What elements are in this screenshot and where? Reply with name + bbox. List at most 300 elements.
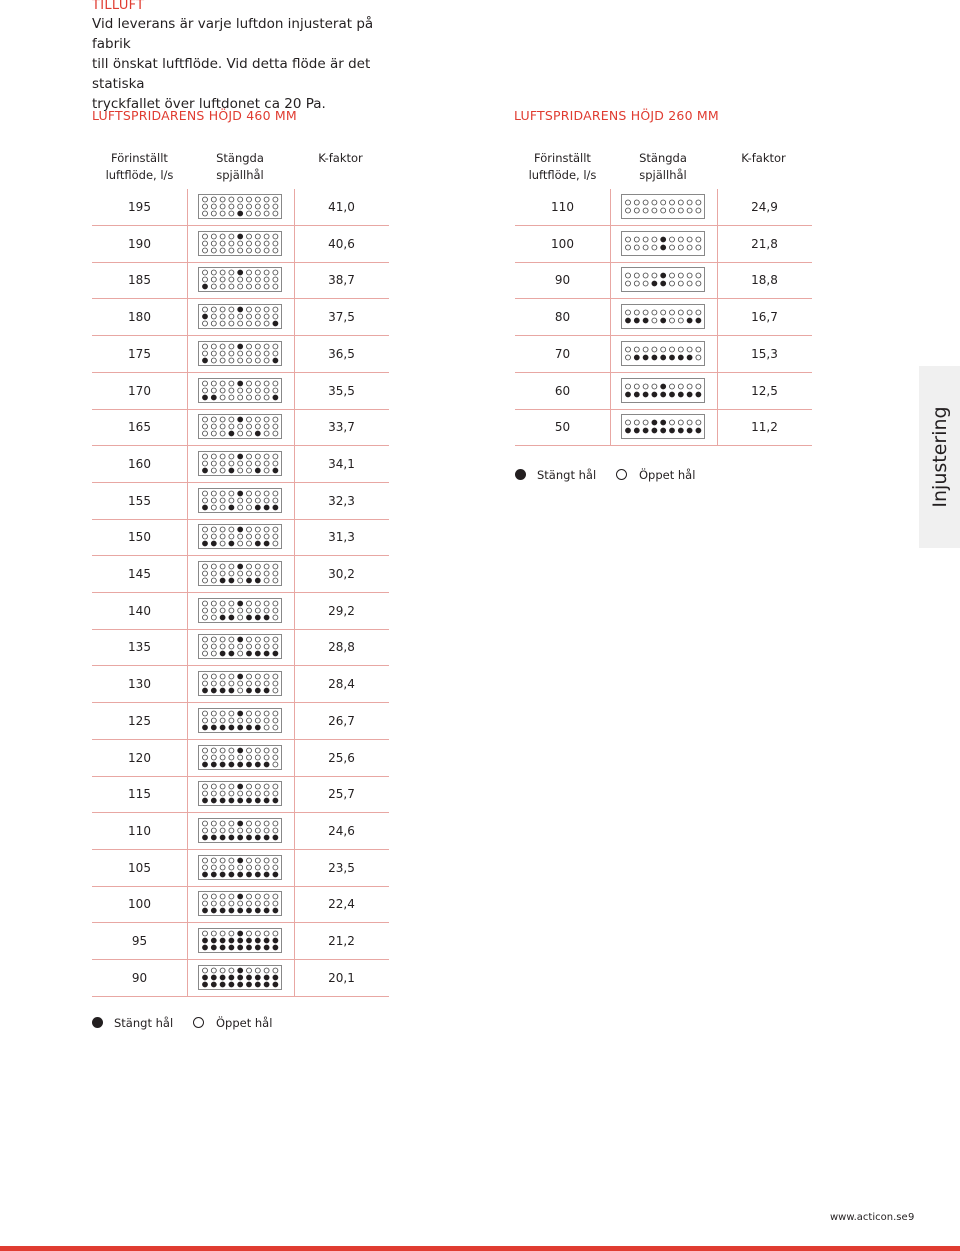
closed-hole — [238, 835, 243, 840]
closed-hole — [211, 688, 216, 693]
open-hole — [264, 388, 269, 393]
open-hole — [247, 468, 252, 473]
open-hole — [247, 314, 252, 319]
closed-hole — [229, 725, 234, 730]
open-hole — [238, 688, 243, 693]
open-hole — [255, 388, 260, 393]
closed-hole — [229, 762, 234, 767]
open-hole — [255, 564, 260, 569]
open-hole — [229, 388, 234, 393]
open-hole — [264, 491, 269, 496]
open-hole — [203, 791, 208, 796]
closed-hole — [255, 688, 260, 693]
closed-hole — [229, 938, 234, 943]
open-hole — [220, 468, 225, 473]
closed-hole — [211, 762, 216, 767]
open-hole — [264, 674, 269, 679]
open-hole — [220, 241, 225, 246]
closed-hole — [247, 975, 252, 980]
k-factor-value: 38,7 — [328, 273, 355, 288]
flow-value: 145 — [128, 567, 151, 581]
closed-hole — [238, 968, 243, 973]
open-hole — [273, 711, 278, 716]
open-hole — [211, 527, 216, 532]
open-hole — [211, 314, 216, 319]
open-hole — [203, 858, 208, 863]
open-hole — [229, 901, 234, 906]
open-hole — [670, 237, 675, 242]
open-hole — [220, 637, 225, 642]
open-hole — [220, 828, 225, 833]
open-hole — [247, 748, 252, 753]
closed-hole — [255, 431, 260, 436]
open-hole — [247, 968, 252, 973]
closed-hole — [247, 872, 252, 877]
open-hole — [247, 417, 252, 422]
open-hole — [211, 828, 216, 833]
table-row — [92, 189, 389, 226]
flow-value: 70 — [554, 346, 571, 361]
table-row — [92, 483, 389, 520]
open-hole — [229, 644, 234, 649]
open-hole — [626, 281, 631, 286]
open-hole — [211, 608, 216, 613]
k-factor-value: 16,7 — [751, 310, 778, 325]
open-hole — [220, 358, 225, 363]
damper-hole-pattern — [198, 781, 282, 806]
open-hole — [652, 347, 657, 352]
open-hole — [203, 681, 208, 686]
open-hole — [255, 204, 260, 209]
open-hole — [247, 674, 252, 679]
closed-hole — [255, 505, 260, 510]
damper-hole-pattern — [198, 671, 282, 696]
table-row — [515, 336, 812, 373]
open-hole — [247, 241, 252, 246]
closed-hole — [211, 872, 216, 877]
open-hole — [229, 358, 234, 363]
closed-hole — [661, 428, 666, 433]
closed-hole — [203, 505, 208, 510]
open-hole — [687, 384, 692, 389]
open-hole — [238, 608, 243, 613]
open-hole-icon — [193, 1017, 204, 1028]
closed-hole — [211, 908, 216, 913]
open-hole — [211, 505, 216, 510]
closed-hole — [203, 725, 208, 730]
flow-value: 135 — [128, 640, 151, 655]
open-hole — [238, 424, 243, 429]
damper-hole-pattern — [198, 855, 282, 880]
open-hole — [634, 273, 639, 278]
open-hole — [220, 564, 225, 569]
closed-hole — [652, 428, 657, 433]
flow-value: 160 — [128, 456, 151, 471]
open-hole — [211, 718, 216, 723]
open-hole — [652, 200, 657, 205]
open-hole — [247, 858, 252, 863]
closed-hole — [203, 982, 208, 987]
open-hole — [273, 968, 278, 973]
open-hole — [643, 245, 648, 250]
closed-hole — [238, 894, 243, 899]
closed-hole — [661, 237, 666, 242]
table-row — [92, 373, 389, 410]
k-factor-value: 32,3 — [328, 493, 355, 508]
closed-hole — [264, 975, 269, 980]
open-hole — [211, 424, 216, 429]
left-legend: Stängt hål Öppet hål — [92, 1017, 292, 1031]
open-hole — [247, 307, 252, 312]
open-hole — [238, 755, 243, 760]
damper-hole-pattern — [198, 341, 282, 366]
closed-hole — [203, 468, 208, 473]
open-hole — [255, 681, 260, 686]
open-hole — [238, 901, 243, 906]
open-hole — [211, 381, 216, 386]
right-header-closed: Stängda spjällhål — [639, 151, 687, 182]
open-hole — [220, 388, 225, 393]
open-hole — [211, 344, 216, 349]
closed-hole — [238, 527, 243, 532]
open-hole — [652, 318, 657, 323]
open-hole — [238, 351, 243, 356]
open-hole — [229, 894, 234, 899]
closed-hole — [247, 688, 252, 693]
open-hole — [220, 204, 225, 209]
open-hole — [678, 273, 683, 278]
open-hole — [220, 284, 225, 289]
damper-hole-pattern — [198, 451, 282, 476]
open-hole — [696, 347, 701, 352]
open-hole — [247, 491, 252, 496]
open-hole — [229, 601, 234, 606]
closed-hole — [255, 908, 260, 913]
open-hole — [247, 828, 252, 833]
k-factor-value: 37,5 — [328, 310, 355, 325]
open-hole — [670, 420, 675, 425]
closed-hole — [220, 908, 225, 913]
closed-hole — [238, 872, 243, 877]
closed-hole — [220, 938, 225, 943]
right-header-k: K-faktor — [741, 151, 786, 165]
open-hole — [229, 608, 234, 613]
open-hole — [203, 424, 208, 429]
closed-hole — [203, 358, 208, 363]
open-hole — [634, 347, 639, 352]
open-hole — [203, 417, 208, 422]
closed-hole — [255, 975, 260, 980]
open-hole — [264, 277, 269, 282]
closed-hole — [652, 355, 657, 360]
open-hole — [238, 321, 243, 326]
open-hole — [273, 674, 278, 679]
closed-hole — [211, 982, 216, 987]
open-hole — [264, 527, 269, 532]
open-hole — [273, 388, 278, 393]
open-hole — [220, 395, 225, 400]
open-hole — [678, 208, 683, 213]
damper-hole-pattern — [198, 818, 282, 843]
open-hole — [220, 968, 225, 973]
open-hole — [255, 351, 260, 356]
closed-hole — [238, 798, 243, 803]
open-hole — [247, 277, 252, 282]
open-hole — [634, 384, 639, 389]
open-hole — [626, 355, 631, 360]
open-hole — [696, 208, 701, 213]
closed-hole — [634, 355, 639, 360]
open-hole — [247, 865, 252, 870]
open-hole — [670, 318, 675, 323]
open-hole — [238, 791, 243, 796]
open-hole — [643, 200, 648, 205]
table-row — [92, 336, 389, 373]
closed-hole — [264, 945, 269, 950]
closed-hole — [687, 318, 692, 323]
closed-hole — [238, 748, 243, 753]
damper-hole-pattern — [198, 304, 282, 329]
open-hole — [211, 791, 216, 796]
open-hole — [634, 281, 639, 286]
closed-hole — [273, 982, 278, 987]
open-hole — [211, 674, 216, 679]
closed-hole — [247, 945, 252, 950]
closed-hole — [203, 762, 208, 767]
closed-hole — [247, 762, 252, 767]
closed-hole — [238, 762, 243, 767]
open-hole — [203, 211, 208, 216]
open-hole — [247, 270, 252, 275]
open-hole — [643, 281, 648, 286]
k-factor-value: 26,7 — [328, 713, 355, 728]
closed-hole — [247, 578, 252, 583]
open-hole — [229, 755, 234, 760]
page-number: 9 — [908, 1212, 915, 1223]
open-hole — [247, 284, 252, 289]
open-hole — [203, 865, 208, 870]
closed-hole — [264, 872, 269, 877]
open-hole — [220, 608, 225, 613]
open-hole — [652, 273, 657, 278]
open-hole — [229, 821, 234, 826]
closed-hole — [229, 798, 234, 803]
open-hole — [229, 395, 234, 400]
open-hole — [203, 651, 208, 656]
flow-value: 170 — [128, 383, 151, 398]
open-hole — [273, 491, 278, 496]
open-hole — [273, 270, 278, 275]
open-hole — [273, 534, 278, 539]
open-hole — [687, 237, 692, 242]
closed-hole — [273, 651, 278, 656]
k-factor-value: 31,3 — [328, 530, 355, 545]
open-hole — [229, 681, 234, 686]
open-hole — [255, 821, 260, 826]
open-hole — [211, 968, 216, 973]
closed-hole — [255, 651, 260, 656]
damper-hole-pattern — [198, 561, 282, 586]
open-hole — [255, 755, 260, 760]
open-hole — [247, 498, 252, 503]
open-hole — [203, 755, 208, 760]
open-hole — [203, 571, 208, 576]
open-hole — [255, 461, 260, 466]
open-hole — [264, 858, 269, 863]
closed-hole — [273, 468, 278, 473]
open-hole — [238, 534, 243, 539]
closed-hole — [661, 420, 666, 425]
k-factor-value: 21,2 — [328, 934, 355, 948]
closed-hole — [264, 615, 269, 620]
open-hole — [626, 384, 631, 389]
open-hole — [220, 901, 225, 906]
k-factor-value: 24,6 — [328, 823, 355, 838]
open-hole — [273, 454, 278, 459]
closed-hole — [247, 615, 252, 620]
flow-value: 120 — [128, 750, 151, 765]
open-hole — [273, 241, 278, 246]
table-row — [92, 629, 389, 666]
open-hole — [229, 968, 234, 973]
open-hole — [203, 248, 208, 253]
open-hole — [273, 211, 278, 216]
open-hole — [255, 894, 260, 899]
closed-hole — [229, 541, 234, 546]
closed-hole — [203, 908, 208, 913]
open-hole — [238, 578, 243, 583]
open-hole — [220, 307, 225, 312]
closed-hole — [661, 355, 666, 360]
open-hole — [211, 821, 216, 826]
open-hole — [211, 248, 216, 253]
open-hole — [229, 784, 234, 789]
open-hole — [687, 245, 692, 250]
k-factor-value: 22,4 — [328, 897, 355, 912]
closed-hole — [220, 615, 225, 620]
open-hole — [229, 321, 234, 326]
open-hole — [247, 755, 252, 760]
table-row — [92, 226, 389, 263]
closed-hole — [247, 835, 252, 840]
closed-hole — [203, 835, 208, 840]
open-hole — [273, 615, 278, 620]
open-hole — [255, 307, 260, 312]
closed-hole — [203, 798, 208, 803]
table-row — [92, 556, 389, 593]
damper-hole-pattern — [198, 634, 282, 659]
open-hole — [238, 197, 243, 202]
open-hole — [273, 234, 278, 239]
open-hole — [247, 431, 252, 436]
open-hole — [203, 344, 208, 349]
open-hole — [247, 791, 252, 796]
closed-hole — [264, 982, 269, 987]
open-hole — [203, 711, 208, 716]
open-hole — [255, 784, 260, 789]
closed-hole — [264, 651, 269, 656]
left-header-closed: Stängda spjällhål — [216, 151, 264, 182]
table-row — [92, 923, 389, 960]
k-factor-value: 21,8 — [751, 236, 778, 251]
open-hole — [273, 784, 278, 789]
open-hole — [255, 637, 260, 642]
table-row — [92, 446, 389, 483]
closed-hole — [203, 872, 208, 877]
open-hole — [211, 651, 216, 656]
open-hole — [255, 358, 260, 363]
open-hole — [247, 234, 252, 239]
damper-hole-pattern — [198, 598, 282, 623]
open-hole — [211, 358, 216, 363]
open-hole — [264, 234, 269, 239]
open-hole — [661, 310, 666, 315]
open-hole — [220, 541, 225, 546]
closed-hole — [626, 428, 631, 433]
open-hole — [229, 748, 234, 753]
k-factor-value: 36,5 — [328, 346, 355, 361]
open-hole — [264, 197, 269, 202]
open-hole — [220, 314, 225, 319]
closed-hole — [203, 688, 208, 693]
open-hole — [255, 314, 260, 319]
open-hole — [220, 791, 225, 796]
open-hole — [264, 718, 269, 723]
open-hole — [255, 865, 260, 870]
closed-hole — [661, 318, 666, 323]
closed-hole — [255, 835, 260, 840]
open-hole — [264, 351, 269, 356]
closed-hole — [626, 392, 631, 397]
damper-hole-pattern — [621, 267, 705, 292]
open-hole — [220, 505, 225, 510]
open-hole — [273, 901, 278, 906]
closed-hole — [238, 784, 243, 789]
open-hole — [247, 718, 252, 723]
k-factor-value: 24,9 — [751, 200, 778, 214]
open-hole — [220, 644, 225, 649]
open-hole — [203, 381, 208, 386]
k-factor-value: 30,2 — [328, 567, 355, 581]
open-hole — [255, 608, 260, 613]
damper-hole-pattern — [198, 745, 282, 770]
open-hole — [247, 711, 252, 716]
open-hole — [670, 208, 675, 213]
open-hole — [273, 498, 278, 503]
open-hole — [238, 505, 243, 510]
closed-hole — [211, 938, 216, 943]
open-hole — [273, 344, 278, 349]
open-hole — [247, 461, 252, 466]
damper-hole-pattern — [198, 231, 282, 256]
open-hole — [264, 241, 269, 246]
closed-hole — [264, 835, 269, 840]
flow-value: 180 — [128, 310, 151, 325]
open-hole — [247, 901, 252, 906]
closed-hole — [255, 578, 260, 583]
open-hole — [203, 748, 208, 753]
open-hole — [678, 420, 683, 425]
open-hole — [220, 711, 225, 716]
closed-hole — [203, 284, 208, 289]
open-hole — [238, 828, 243, 833]
open-hole — [273, 277, 278, 282]
open-hole — [273, 307, 278, 312]
table-row — [92, 886, 389, 923]
open-hole — [238, 541, 243, 546]
open-hole — [273, 644, 278, 649]
open-hole — [203, 234, 208, 239]
